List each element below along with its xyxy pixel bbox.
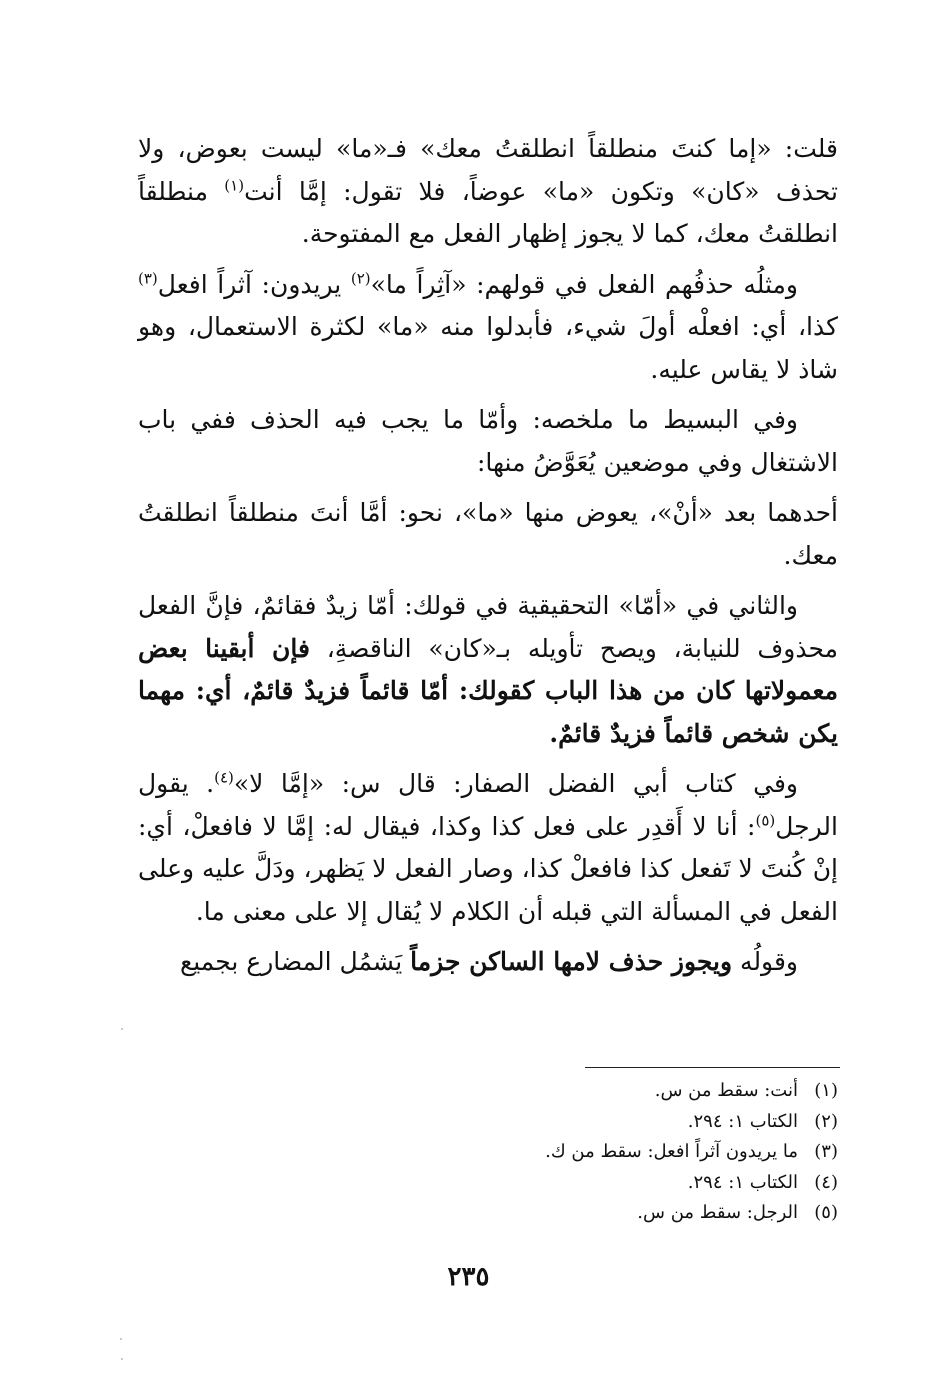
footnote-number: (١) [814, 1080, 838, 1101]
paragraph [138, 492, 838, 577]
scan-speck [121, 1028, 123, 1030]
text-segment: يَشمُل المضارع بجميع [179, 947, 411, 976]
paragraph [138, 941, 838, 984]
footnote [138, 1107, 838, 1138]
text-segment: وفي كتاب أبي الفضل الصفار: قال س: «إمَّا لا» [233, 769, 799, 798]
footnote-number: (٤) [814, 1171, 838, 1193]
footnote-ref: (١) [224, 176, 245, 195]
footnote-separator [585, 1067, 840, 1068]
footnote-number: (٢) [814, 1110, 838, 1132]
footnote-ref: (٥) [755, 811, 776, 830]
footnote-text: الكتاب ١: ٢٩٤. [687, 1110, 798, 1132]
scan-speck [121, 1358, 123, 1360]
body-text [138, 128, 838, 992]
footnote-ref: (٢) [350, 269, 371, 288]
footnote-text: الرجل: سقط من س. [637, 1202, 798, 1223]
paragraph [138, 264, 838, 392]
text-segment: أحدهما بعد «أنْ»، يعوض منها «ما»، نحو: أمَّا أنتَ منطلقاً انطلقتُ معك. [138, 498, 838, 570]
page-number: ٢٣٥ [447, 1262, 490, 1292]
text-segment: وقولُه [732, 947, 798, 976]
paragraph [138, 128, 838, 256]
scan-speck [120, 1338, 122, 1340]
footnote [138, 1168, 838, 1199]
text-segment: والثاني في «أمّا» التحقيقية في قولك: أمّا زيدٌ فقائمٌ، فإنَّ الفعل محذوف للنيابة، ويصح تأويله بـ«كان» الناقصةِ، [138, 591, 838, 663]
footnote-number: (٥) [814, 1202, 838, 1223]
footnote [138, 1198, 838, 1229]
text-segment: كذا، أي: افعلْه أولَ شيء، فأبدلوا منه «ما» لكثرة الاستعمال، وهو شاذ لا يقاس عليه. [138, 312, 838, 384]
text-segment: وفي البسيط ما ملخصه: وأمّا ما يجب فيه الحذف ففي باب الاشتغال وفي موضعين يُعَوَّضُ منها: [138, 405, 838, 477]
footnote [138, 1076, 838, 1107]
footnote [138, 1137, 838, 1168]
footnote-ref: (٣) [138, 269, 158, 288]
paragraph [138, 399, 838, 484]
text-segment: : أنا لا أَقدِر على فعل كذا وكذا، فيقال له: إمَّا لا فافعلْ، أي: إنْ كُنتَ لا تَفعل كذا فافعلْ كذا، وصار الفعل لا يَظهر، ودَلَّ عليه وعلى الفعل في المسألة التي قبله أن الكلام لا يُقال إلا على معنى ما. [138, 811, 838, 926]
paragraph [138, 763, 838, 933]
paragraph [138, 585, 838, 755]
footnote-text: الكتاب ١: ٢٩٤. [687, 1171, 798, 1193]
footnotes [138, 1076, 838, 1229]
footnote-text: ما يريدون آثراً افعل: سقط من ك. [545, 1141, 798, 1162]
footnote-ref: (٤) [214, 768, 234, 787]
footnote-text: أنت: سقط من س. [654, 1080, 798, 1101]
text-segment: ومثلُه حذفُهم الفعل في قولهم: «آثِراً ما» [370, 269, 799, 299]
text-segment: يريدون: آثراً افعل [157, 269, 351, 299]
text-segment: فإن أبقينا بعض معمولاتها كان من هذا الباب كقولك: أمّا قائماً فزيدٌ قائمٌ، أي: مهما يكن شخص قائماً فزيدٌ قائمٌ. [138, 633, 838, 748]
text-segment: ويجوز حذف لامها الساكن جزماً [410, 947, 733, 976]
text-segment: قلت: «إما كنتَ منطلقاً انطلقتُ معك» فـ«ما» ليست بعوض، ولا تحذف «كان» وتكون «ما» عوضاً، فلا تقول: إمَّا أنت [138, 134, 838, 206]
text-segment: منطلقاً انطلقتُ معك، كما لا يجوز إظهار الفعل مع المفتوحة. [138, 176, 838, 248]
text-segment: . يقول الرجل [138, 769, 838, 841]
footnote-number: (٣) [814, 1141, 838, 1162]
